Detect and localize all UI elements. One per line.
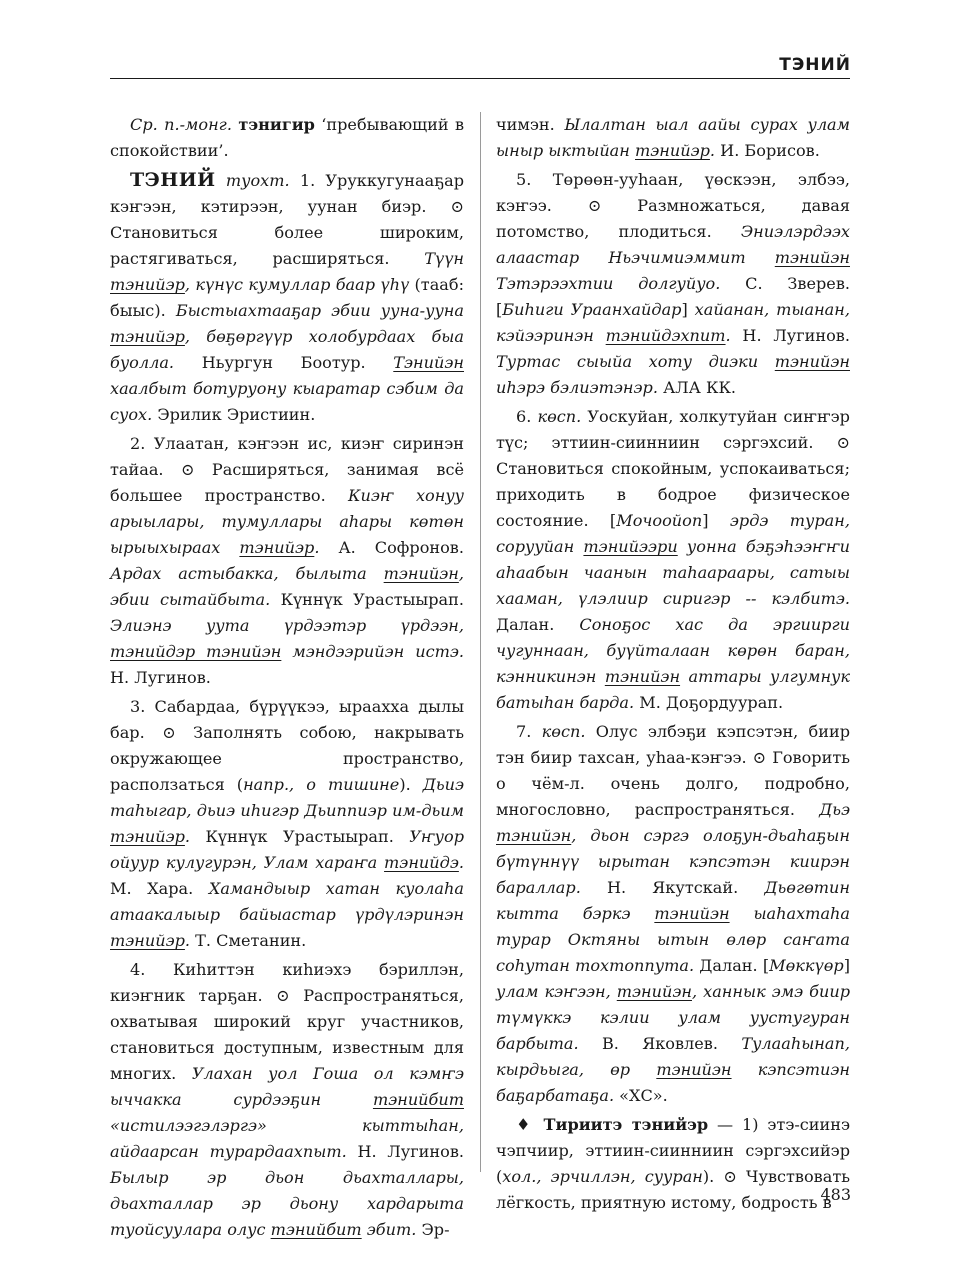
text-run: хайанан, тыанан, кэйээринэн: [496, 300, 856, 345]
text-run: (тааб: быыс).: [110, 275, 470, 320]
text-run: аттары улгумнук батыһан барда.: [496, 667, 856, 712]
text-run: Быстыахтааҕар эбии ууна-ууна: [175, 301, 470, 320]
text-run: 1. Уруккугунааҕар кэҥээн, кэтирээн, уунан биэр. ⊙ Становиться более широким, растягиваться, расширяться.: [110, 171, 470, 268]
underlined-form: тэнийэн: [383, 564, 459, 583]
entry-paragraph: [110, 112, 470, 164]
text-run: Эрилик Эристиин.: [152, 405, 316, 424]
entry-paragraph: [110, 431, 470, 691]
text-run: , дьон сэргэ олоҕун-дьаһаҕын бүтүннүү ырытан кэпсэтэн киирэн бараллар.: [496, 826, 856, 897]
text-run: — 1) этэ-сиинэ чэпчиир, эттиин-сиинниин сэргэхсийэр (: [496, 1115, 856, 1186]
text-run: В. Яковлев.: [578, 1034, 742, 1053]
text-run: туохт.: [225, 171, 290, 190]
underlined-form: тэнийэр: [239, 538, 315, 557]
text-run: .: [725, 326, 731, 345]
underlined-form: тэнийдэхпит: [605, 326, 726, 345]
text-run: Элиэнэ уута үрдээтэр үрдээн,: [110, 616, 470, 635]
text-run: 6.: [516, 407, 538, 426]
text-run: ыаһахтаһа турар Октяны ытын өлөр саҥата соһутан тохтоппута.: [496, 904, 856, 975]
entry-paragraph: [496, 1112, 856, 1216]
page-number: 483: [820, 1185, 851, 1204]
text-run: , күнүс кумуллар баар үһү: [184, 275, 410, 294]
text-run: Ардах астыбакка, былыта: [110, 564, 384, 583]
underlined-form: Тэнийэн: [393, 353, 464, 372]
text-run: Күннүк Урастыырап.: [270, 590, 470, 609]
entry-paragraph: [496, 404, 856, 716]
text-run: Эниэлэрдээх алаастар Ньэчимиэммит: [496, 222, 856, 267]
text-run: хол., эрчиллэн, сууран: [502, 1167, 703, 1186]
text-run: Уҥуор ойуур кулугурэн, Улам хараҥа: [110, 827, 470, 872]
underlined-form: тэнийэн: [654, 904, 730, 923]
underlined-form: тэнийэн: [774, 248, 850, 267]
text-run: Мочоойоп: [616, 511, 703, 530]
text-run: 7.: [516, 722, 542, 741]
text-run: ‘пребывающий в спокойствии’.: [110, 115, 470, 160]
text-run: Тэтэрээхтии долгуйуо.: [496, 248, 856, 293]
entry-paragraph: [496, 167, 856, 401]
text-run: .: [314, 538, 320, 557]
entry-paragraph: [496, 719, 856, 1109]
text-run: , эбии сытайбыта.: [110, 564, 470, 609]
entry-paragraph: [110, 167, 470, 428]
underlined-form: тэнийбит: [270, 1220, 362, 1239]
headword: ТЭНИЙ: [130, 169, 216, 191]
text-run: Дьиэ таһыгар, дьиэ иһигэр Дьиппиэр им-дьим: [110, 775, 470, 820]
underlined-form: тэнийэр: [110, 275, 185, 294]
text-run: «истилээгэлэргэ» кыттыһан, айдаарсан турардаахпыт.: [110, 1090, 470, 1161]
text-run: кэпсэтиэн баҕарбатаҕа.: [496, 1060, 856, 1105]
text-run: напр., о тишине: [243, 775, 400, 794]
underlined-form: тэнийэр: [110, 827, 185, 846]
text-run: Улахан уол Гоша ол кэмҥэ ыччакка сурдээҕин: [110, 1064, 470, 1109]
text-run: Былыр эр дьон дьахталлары, дьахталлар эр дьону хардарыта туойсуулара олус: [110, 1168, 470, 1239]
text-run: Түүн: [424, 249, 470, 268]
text-run: ♦ Тириитэ тэнийэр: [516, 1115, 709, 1134]
text-run: .: [184, 827, 191, 846]
text-run: эрдэ туран, сорууйан: [496, 511, 856, 556]
text-run: Н. Якутскай.: [580, 878, 765, 897]
underlined-form: тэнийээри: [583, 537, 678, 556]
text-run: чимэн.: [496, 115, 565, 134]
text-run: Ср. п.-монг.: [130, 115, 239, 134]
text-run: көсп.: [541, 722, 586, 741]
text-run: .: [709, 141, 716, 160]
text-run: С. Зверев. [: [496, 274, 856, 319]
text-run: Эр-: [416, 1220, 450, 1239]
text-run: иһэрэ бэлиэтэнэр.: [496, 352, 856, 397]
underlined-form: тэнийэн: [616, 982, 692, 1001]
text-run: М. Доҕордуурап.: [634, 693, 784, 712]
text-run: ]: [702, 511, 730, 530]
text-run: 5. Төрөөн-ууһаан, үөскээн, элбээ, кэҥээ. ⊙ Размножаться, давая потомство, плодиться.: [496, 170, 856, 241]
text-run: Соноҕос хас да эргиирги чугуннаан, буүйталаан көрөн баран, кэнникинэн: [496, 615, 856, 686]
text-run: Дьөгөтин кытта бэркэ: [496, 878, 856, 923]
underlined-form: тэнийбит: [372, 1090, 464, 1109]
text-run: ). ⊙ Чувствовать лёгкость, приятную истому, бодрость в: [496, 1167, 856, 1212]
text-run: Ньургун Боотур.: [174, 353, 394, 372]
running-header: ТЭНИЙ: [779, 55, 851, 75]
text-run: .: [184, 931, 191, 950]
text-run: Туртас сыыйа хоту диэки: [496, 352, 775, 371]
underlined-form: тэнийэн: [604, 667, 681, 686]
text-run: Олус элбэҕи кэпсэтэн, биир тэн биир тахсан, уһаа-кэҥээ. ⊙ Говорить о чём-л. очень долго, подробно, многословно, распространяться.: [496, 722, 856, 819]
text-run: .: [458, 853, 464, 872]
text-run: Күннүк Урастыырап.: [190, 827, 410, 846]
underlined-form: тэнийэр: [635, 141, 710, 160]
text-run: Н. Лугинов.: [110, 642, 470, 687]
text-run: 3. Сабардаа, бүрүүкээ, ыраахха дылы бар. ⊙ Заполнять собою, накрывать окружающее пространство, расползаться (: [110, 697, 470, 794]
text-run: , бөҕөргүүр холобурдаах быа буолла.: [110, 327, 470, 372]
text-run: ).: [399, 775, 423, 794]
text-run: [216, 171, 226, 190]
text-run: Биһиги Ураанхайдар: [502, 300, 682, 319]
underlined-form: тэнийэр: [110, 931, 185, 950]
underlined-form: тэнийэн: [496, 826, 572, 845]
text-run: уонна бэҕэһээҥҥи аһаабын чаанын таһаараары, сатыы хааман, үлэлиир сиригэр -- кэлбитэ.: [496, 537, 856, 608]
text-run: 4. Киһиттэн киһиэхэ бэриллэн, киэҥник тарҕан. ⊙ Распространяться, охватывая широкий круг участников, становиться доступным, известным для многих.: [110, 960, 470, 1083]
text-run: көсп.: [537, 407, 582, 426]
text-run: Хамандыыр хатан куолаһа атаакалыыр байыастар үрдүлэринэн: [110, 879, 470, 924]
text-run: Т. Сметанин.: [190, 931, 307, 950]
text-run: Н. Лугинов.: [730, 326, 856, 345]
text-run: Мөккүөр: [769, 956, 844, 975]
text-run: Тулааһынап, кырдьыга, өр: [496, 1034, 856, 1079]
underlined-form: тэнийдэ: [384, 853, 459, 872]
text-run: АЛА КК.: [657, 378, 737, 397]
right-column: [496, 112, 856, 1216]
text-run: И. Борисов.: [715, 141, 820, 160]
header-rule: [110, 78, 850, 79]
entry-paragraph: [496, 112, 856, 164]
text-run: «ХС».: [614, 1086, 668, 1105]
entry-paragraph: [110, 694, 470, 954]
text-run: хаалбыт ботуруону кыаратар сэбим да суох.: [110, 353, 470, 424]
text-run: Н. Лугинов.: [346, 1142, 470, 1161]
text-run: ]: [843, 956, 856, 975]
underlined-form: тэнийэн: [774, 352, 850, 371]
text-run: Дьэ: [819, 800, 856, 819]
text-run: , ханнык эмэ биир түмүккэ кэлии улам уустугуран барбыта.: [496, 982, 856, 1053]
text-run: Ылалтан ыал аайы сурах улам ыныр ыктыйан: [496, 115, 856, 160]
left-column: [110, 112, 470, 1243]
text-run: эбит.: [361, 1220, 417, 1239]
text-run: улам кэҥээн,: [496, 982, 617, 1001]
entry-paragraph: [110, 957, 470, 1243]
text-run: Далан. [: [694, 956, 770, 975]
text-run: Киэҥ хонуу арыылары, тумуллары аһары көтөн ырыыхыраах: [110, 486, 470, 557]
underlined-form: тэнийэр: [110, 327, 185, 346]
text-run: Далан.: [496, 589, 856, 634]
text-run: Уоскуйан, холкутуйан сиҥҥэр түс; эттиин-сиинниин сэргэхсий. ⊙ Становиться спокойным, успокаиваться; приходить в бодрое физическое состояние. [: [496, 407, 856, 530]
column-divider: [480, 112, 481, 1172]
text-run: А. Софронов.: [319, 538, 470, 557]
underlined-form: тэнийэн: [656, 1060, 732, 1079]
text-run: М. Хара.: [110, 853, 470, 898]
underlined-form: тэнийдэр тэнийэн: [110, 642, 282, 661]
text-run: тэнигир: [238, 115, 315, 134]
text-run: ]: [681, 300, 695, 319]
text-run: 2. Улаатан, кэҥээн ис, киэҥ сиринэн тайаа. ⊙ Расширяться, занимая всё большее пространство.: [110, 434, 470, 505]
text-run: мэндээрийэн истэ.: [281, 642, 464, 661]
